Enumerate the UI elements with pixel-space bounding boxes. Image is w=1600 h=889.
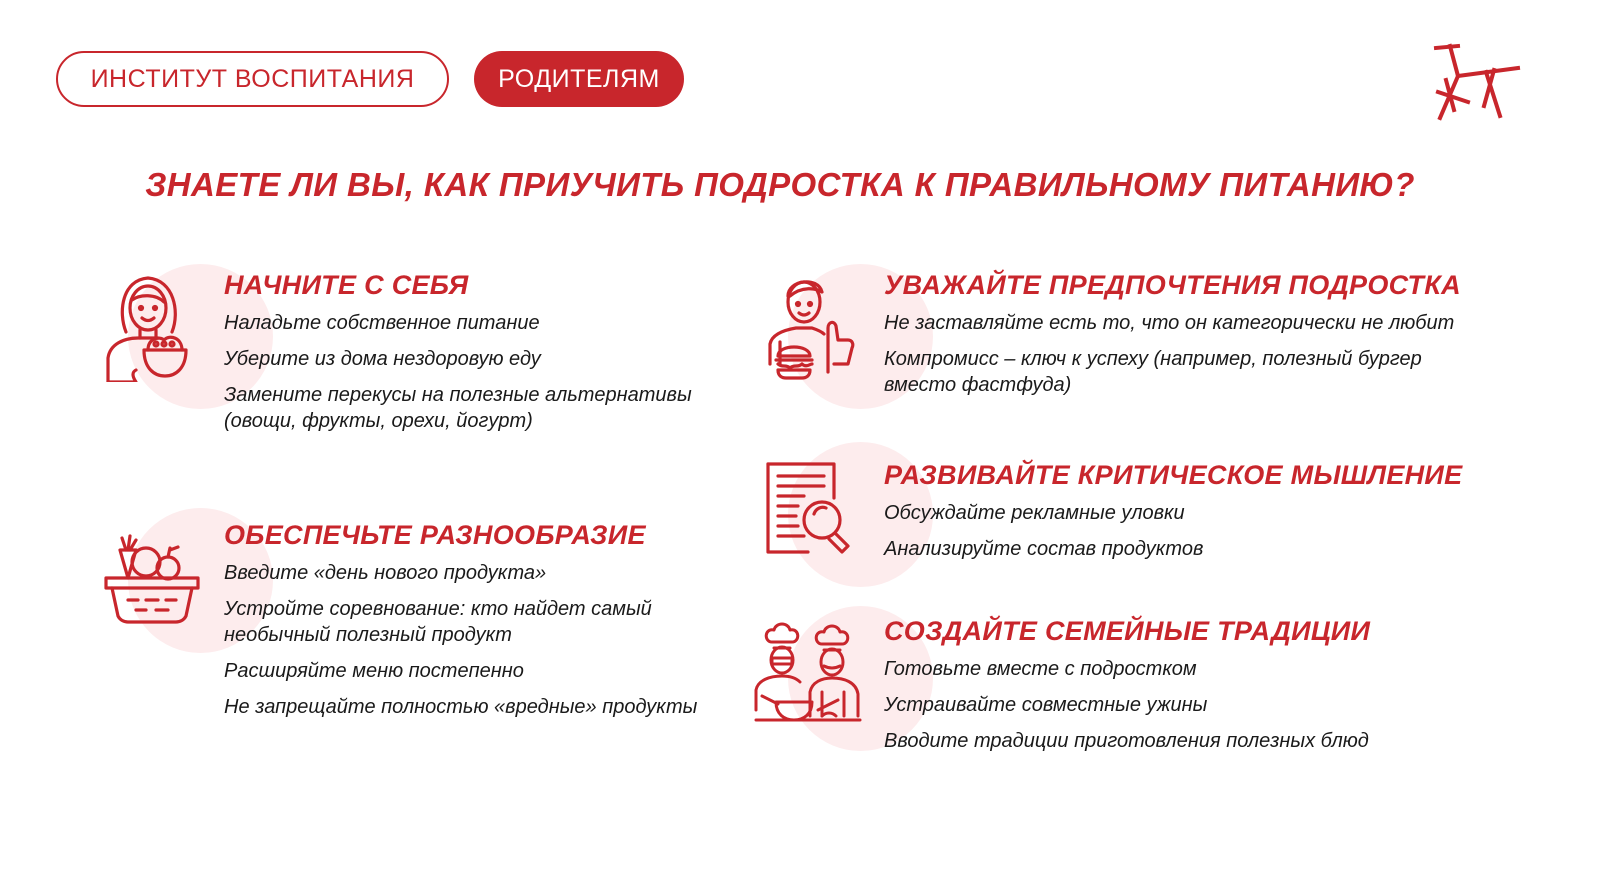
audience-pill[interactable]: РОДИТЕЛЯМ [474, 51, 684, 107]
section-heading: РАЗВИВАЙТЕ КРИТИЧЕСКОЕ МЫШЛЕНИЕ [884, 460, 1463, 490]
list-item: Расширяйте меню постепенно [224, 660, 524, 682]
list-item: Обсуждайте рекламные уловки [884, 502, 1185, 524]
institute-pill[interactable]: ИНСТИТУТ ВОСПИТАНИЯ [56, 51, 449, 107]
list-item: Устройте соревнование: кто найдет самый необычный полезный продукт [224, 598, 652, 646]
logo-icon [1428, 40, 1528, 124]
list-item: Наладьте собственное питание [224, 312, 540, 334]
cooking-family-icon [752, 620, 864, 730]
food-basket-icon [102, 520, 202, 630]
teen-with-burger-icon [762, 272, 862, 382]
list-item: Вводите традиции приготовления полезных блюд [884, 730, 1369, 752]
document-magnifier-icon [764, 458, 864, 568]
list-item: Устраивайте совместные ужины [884, 694, 1208, 716]
list-item: Уберите из дома нездоровую еду [224, 348, 541, 370]
list-item: Введите «день нового продукта» [224, 562, 547, 584]
section-heading: НАЧНИТЕ С СЕБЯ [224, 270, 469, 300]
list-item: Анализируйте состав продуктов [884, 538, 1204, 560]
list-item: Готовьте вместе с подростком [884, 658, 1197, 680]
section-heading: ОБЕСПЕЧЬТЕ РАЗНООБРАЗИЕ [224, 520, 646, 550]
list-item: Не заставляйте есть то, что он категорически не любит [884, 312, 1455, 334]
woman-with-bowl-icon [100, 272, 200, 382]
list-item: Замените перекусы на полезные альтернативы (овощи, фрукты, орехи, йогурт) [224, 384, 692, 432]
list-item: Не запрещайте полностью «вредные» продукты [224, 696, 698, 718]
section-heading: СОЗДАЙТЕ СЕМЕЙНЫЕ ТРАДИЦИИ [884, 616, 1371, 646]
section-heading: УВАЖАЙТЕ ПРЕДПОЧТЕНИЯ ПОДРОСТКА [884, 270, 1461, 300]
page-title: ЗНАЕТЕ ЛИ ВЫ, КАК ПРИУЧИТЬ ПОДРОСТКА К ПРАВИЛЬНОМУ ПИТАНИЮ? [145, 166, 1415, 203]
list-item: Компромисс – ключ к успеху (например, полезный бургер вместо фастфуда) [884, 348, 1422, 396]
